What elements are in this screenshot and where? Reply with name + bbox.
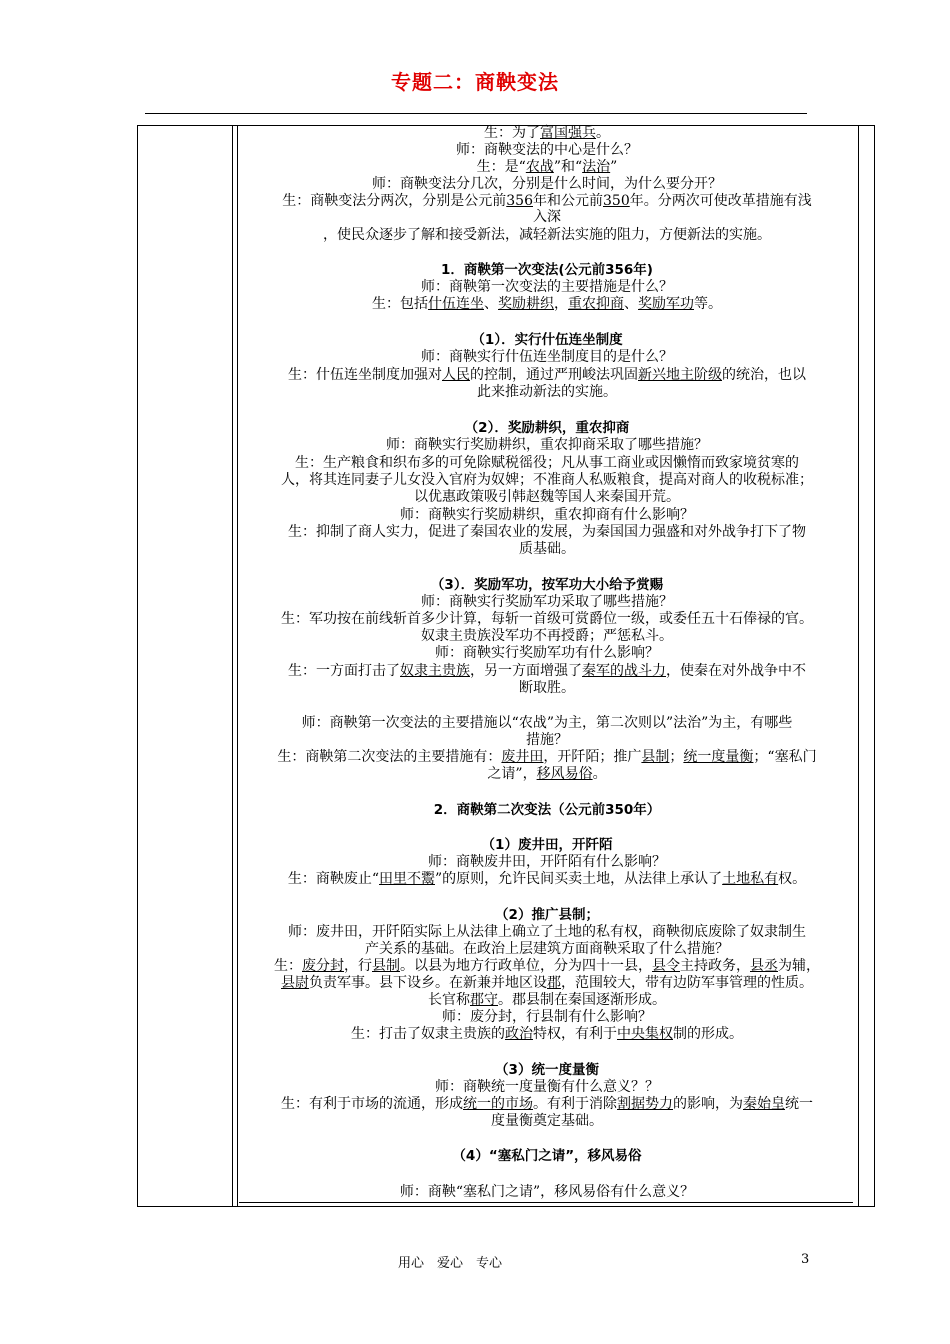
text-segment: 1．商鞅第一次变法(公元前356年) [441,262,653,278]
text-line [237,611,857,628]
text-segment: 等。 [694,296,722,312]
text-segment: 师：废分封，行县制有什么影响？ [442,1009,652,1025]
text-line [237,1113,857,1130]
section-heading [237,332,857,349]
text-segment: （1）废井田，开阡陌 [481,837,613,853]
text-segment: 师：商鞅废井田，开阡陌有什么影响？ [428,854,666,870]
text-segment: 2．商鞅第二次变法（公元前350年） [433,802,661,818]
text-line [237,663,857,680]
text-segment: 。有利于消除 [533,1096,617,1112]
text-segment: 的控制，通过严刑峻法巩固 [470,367,638,383]
text-segment: （1）．实行什伍连坐制度 [471,332,623,348]
text-segment: 师：商鞅第一次变法的主要措施以“农战”为主，第二次则以”法治”为主，有哪些 [301,715,793,731]
text-segment: ，使秦在对外战争中不 [666,663,806,679]
text-segment: 的统治，也以 [722,367,806,383]
text-segment: （2）．奖励耕织，重农抑商 [464,420,630,436]
text-segment: 生：商鞅第二次变法的主要措施有： [277,749,502,765]
page-number: 3 [801,1252,810,1267]
text-line [237,349,857,366]
section-heading [237,1148,857,1165]
text-segment: 师：废井田，开阡陌实际上从法律上确立了土地的私有权，商鞅彻底废除了奴隶制生 [288,924,806,940]
text-segment: 权。 [778,871,807,887]
text-segment: 生：抑制了商人实力，促进了秦国农业的发展，为秦国国力强盛和对外战争打下了物 [288,524,806,540]
section-heading [237,420,857,437]
section-heading [237,907,857,924]
text-line [237,209,857,226]
underlined-term: 富国强兵 [540,125,596,141]
underlined-term: 重农抑商 [568,296,624,312]
text-line [237,749,857,766]
text-segment: 师：商鞅实行什伍连坐制度目的是什么？ [421,349,673,365]
text-line [237,227,857,244]
text-line [237,732,857,749]
text-segment: （4）“塞私门之请”，移风易俗 [452,1148,642,1164]
text-line [237,176,857,193]
text-segment: 长官称 [428,992,470,1008]
text-segment: 之请”， [487,766,537,782]
text-line [237,472,857,489]
underlined-term: 县丞 [750,958,778,974]
text-line [237,193,857,210]
text-segment: 产关系的基础。在政治上层建筑方面商鞅采取了什么措施？ [365,941,729,957]
text-line [237,437,857,454]
text-segment: 的影响，为 [673,1096,743,1112]
column-divider [858,126,859,1206]
underlined-term: 县制 [372,958,400,974]
text-line [237,680,857,697]
text-segment: 师：商鞅实行奖励军功采取了哪些措施？ [421,594,673,610]
text-segment: ；“塞私门 [753,749,817,765]
underlined-term: 废分封 [302,958,344,974]
text-line [237,941,857,958]
text-segment: 生：为了 [484,125,540,141]
text-segment: ，行 [344,958,372,974]
text-segment: 生：什伍连坐制度加强对 [288,367,442,383]
text-segment: 生：打击了奴隶主贵族的 [351,1026,505,1042]
text-segment: 。 [596,125,610,141]
text-segment: 师：商鞅变法的中心是什么？ [456,142,638,158]
underlined-term: 奖励耕织 [498,296,554,312]
page-title: 专题二：商鞅变法 [391,70,559,94]
text-line [237,975,857,992]
text-line [237,489,857,506]
underlined-term: 法治 [582,159,611,175]
underlined-term: 农战 [525,159,554,175]
text-line [237,296,857,313]
text-segment: 师：商鞅统一度量衡有什么意义？？ [435,1079,659,1095]
text-segment: ，另一方面增强了 [470,663,582,679]
text-segment: ” [610,159,618,175]
text-segment: ”的原则，允许民间买卖土地，从法律上承认了 [435,871,723,887]
text-line [237,854,857,871]
text-line [237,715,857,732]
underlined-term: 割据势力 [617,1096,673,1112]
bottom-rule [239,1202,853,1203]
underlined-term: 中央集权 [617,1026,673,1042]
section-heading [237,837,857,854]
text-line [237,279,857,296]
text-segment: 生：商鞅变法分两次，分别是公元前 [282,193,507,209]
text-line [237,645,857,662]
text-segment: ”和“ [553,159,583,175]
underlined-term: 什伍连坐 [428,296,484,312]
footer-text: 用心 爱心 专心 [398,1256,503,1271]
underlined-term: 356 [506,193,533,209]
text-line [237,594,857,611]
text-segment: 生：包括 [372,296,428,312]
underlined-term: 人民 [442,367,470,383]
text-segment: 主持政务， [680,958,750,974]
text-segment: 。以县为地方行政单位，分为四十一县， [400,958,652,974]
underlined-term: 县令 [652,958,680,974]
underlined-term: 秦始皇 [743,1096,785,1112]
text-segment: ，范围较大，带有边防军事管理的性质。 [561,975,813,991]
text-segment: 断取胜。 [519,680,575,696]
text-line [237,766,857,783]
text-segment: 此来推动新法的实施。 [477,384,617,400]
text-line [237,958,857,975]
text-segment: 特权，有利于 [533,1026,617,1042]
underlined-term: 350 [603,193,630,209]
text-segment: 生：一方面打击了 [288,663,400,679]
text-segment: 负责军事。县下设乡。在新兼并地区设 [309,975,547,991]
text-segment: 师：商鞅实行奖励耕织，重农抑商采取了哪些措施？ [386,437,708,453]
text-segment: 奴隶主贵族没军功不再授爵；严惩私斗。 [421,628,673,644]
text-line [237,924,857,941]
text-line [237,384,857,401]
underlined-term: 土地私有 [722,871,779,887]
text-segment: 生：是“ [476,159,526,175]
text-segment: 生： [274,958,302,974]
text-line [237,1026,857,1043]
text-segment: 。 [592,766,607,782]
underlined-term: 郡守 [470,992,498,1008]
text-line [237,628,857,645]
text-segment: 统一 [785,1096,813,1112]
text-segment: （2）推广县制； [495,907,599,923]
text-segment: 质基础。 [519,541,575,557]
text-segment: 年和公元前 [533,193,603,209]
text-segment: 师：商鞅第一次变法的主要措施是什么？ [421,279,673,295]
text-segment: ，开阡陌；推广 [543,749,642,765]
text-line [237,541,857,558]
text-segment: 生：军功按在前线斩首多少计算，每斩一首级可赏爵位一级，或委任五十石俸禄的官。 [281,611,813,627]
underlined-term: 奴隶主贵族 [400,663,470,679]
underlined-term: 统一度量衡 [683,749,754,765]
text-segment: ； [669,749,684,765]
text-line [237,871,857,888]
text-segment: 入深 [533,209,561,225]
text-segment: 生：有利于市场的流通，形成 [281,1096,463,1112]
text-segment: 人，将其连同妻子儿女没入官府为奴婢；不准商人私贩粮食，提高对商人的收税标准； [281,472,813,488]
underlined-term: 统一的市场 [463,1096,533,1112]
underlined-term: 政治 [505,1026,533,1042]
text-segment: 生：商鞅废止“ [287,871,379,887]
text-line [237,1184,857,1201]
text-line [237,125,857,142]
text-line [237,455,857,472]
text-line [237,142,857,159]
text-segment: 师：商鞅实行奖励耕织，重农抑商有什么影响？ [400,507,694,523]
underlined-term: 新兴地主阶级 [638,367,722,383]
text-segment: 措施？ [526,732,568,748]
text-segment: 为辅， [778,958,820,974]
section-heading [237,802,857,819]
underlined-term: 奖励军功 [638,296,694,312]
section-heading [237,1062,857,1079]
text-segment: 师：商鞅实行奖励军功有什么影响？ [435,645,659,661]
text-segment: （3）．奖励军功，按军功大小给予赏赐 [430,577,664,593]
text-line [237,1096,857,1113]
text-line [237,524,857,541]
underlined-term: 县尉 [281,975,309,991]
underlined-term: 秦军的战斗力 [582,663,666,679]
underlined-term: 田里不鬻 [379,871,435,887]
text-segment: 。郡县制在秦国逐渐形成。 [498,992,666,1008]
text-line [237,159,857,176]
text-line [237,1009,857,1026]
underlined-term: 县制 [641,749,670,765]
section-heading [237,577,857,594]
text-segment: 度量衡奠定基础。 [491,1113,603,1129]
underlined-term: 废井田 [501,749,544,765]
text-segment: 制的形成。 [673,1026,743,1042]
text-line [237,367,857,384]
text-segment: 、 [624,296,638,312]
text-segment: 年。分两次可使改革措施有浅 [629,193,812,209]
lesson-content [237,125,857,1207]
underlined-term: 移风易俗 [536,766,593,782]
title-rule [145,113,807,114]
text-segment: 师：商鞅变法分几次，分别是什么时间，为什么要分开？ [372,176,722,192]
text-segment: 以优惠政策吸引韩赵魏等国人来秦国开荒。 [414,489,680,505]
text-segment: ，使民众逐步了解和接受新法，减轻新法实施的阻力，方便新法的实施。 [323,227,771,243]
text-line [237,1079,857,1096]
column-divider [232,126,233,1206]
underlined-term: 郡 [547,975,561,991]
text-segment: 生：生产粮食和织布多的可免除赋税徭役；凡从事工商业或因懒惰而致家境贫寒的 [295,455,799,471]
text-segment: ， [554,296,568,312]
text-line [237,992,857,1009]
text-segment: 、 [484,296,498,312]
text-line [237,507,857,524]
text-segment: （3）统一度量衡 [495,1062,599,1078]
section-heading [237,262,857,279]
text-segment: 师：商鞅“塞私门之请”，移风易俗有什么意义？ [399,1184,695,1200]
